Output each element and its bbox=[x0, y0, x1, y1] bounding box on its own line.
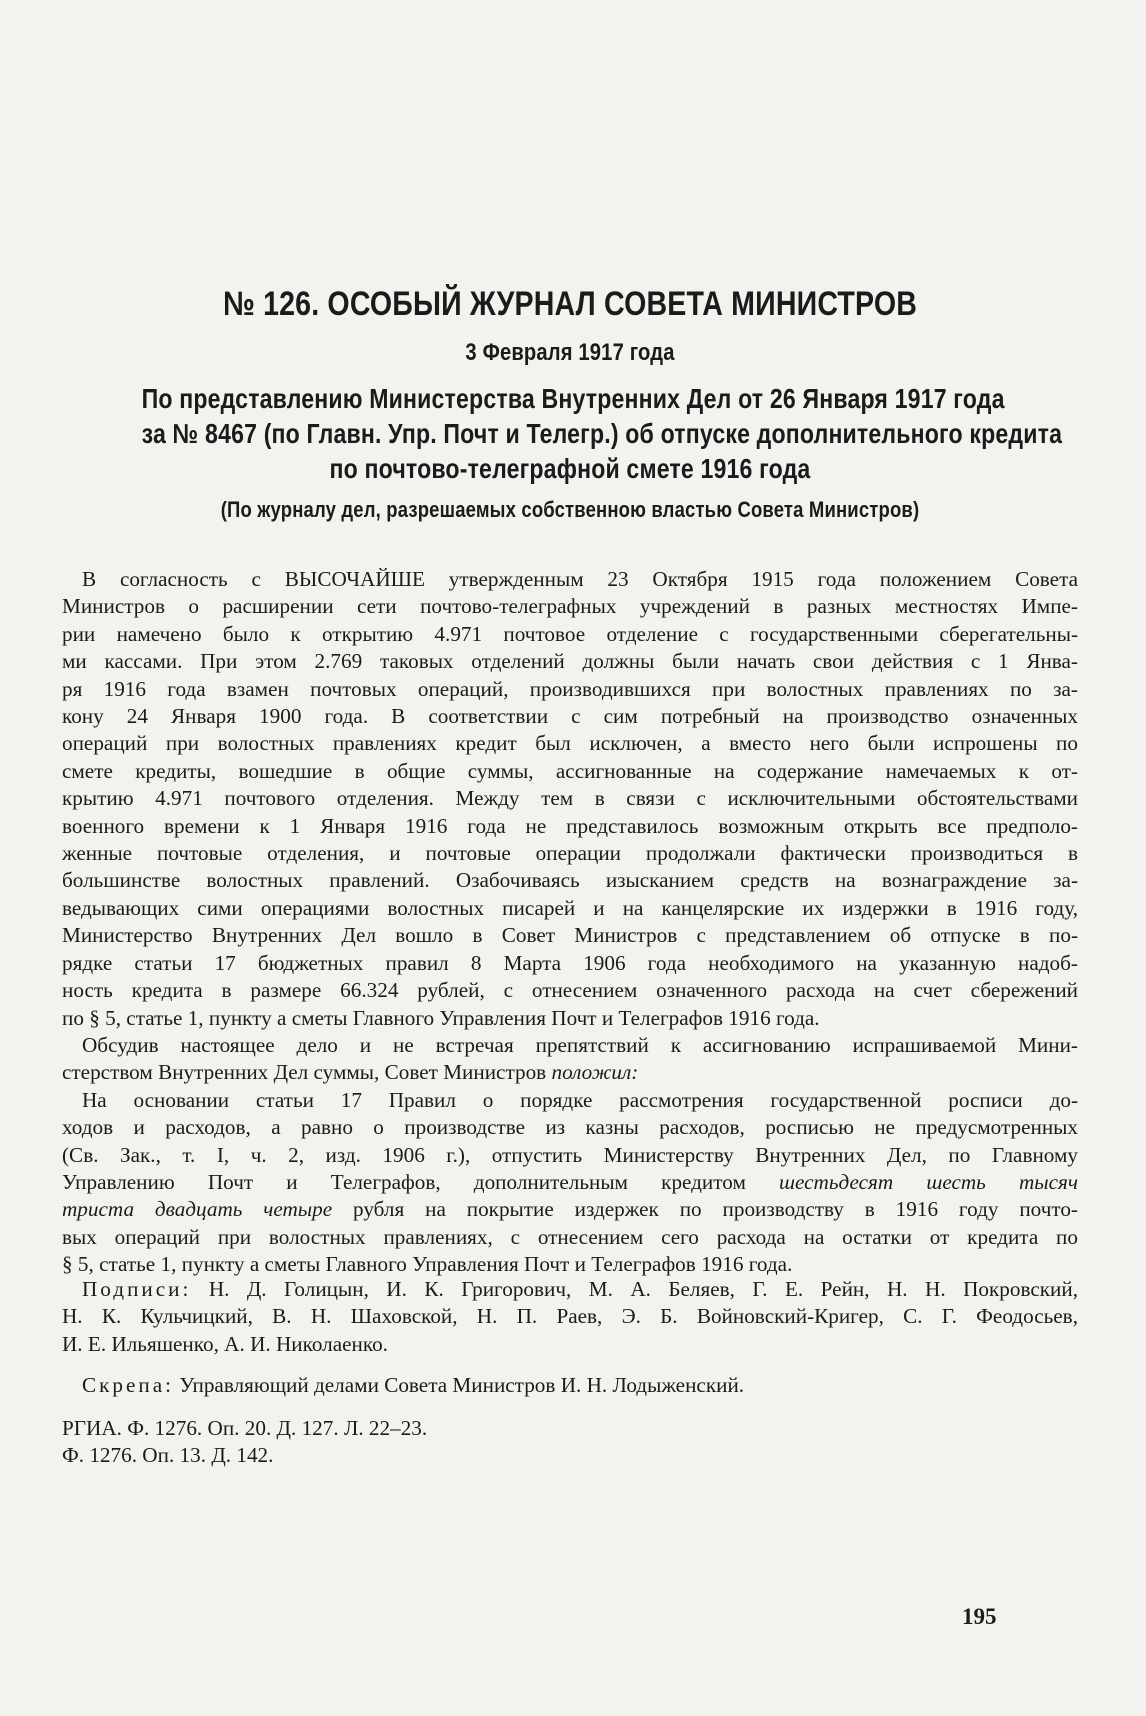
subtitle-line: за № 8467 (по Главн. Упр. Почт и Телегр.) об отпуске дополнительного кредита bbox=[141, 418, 1063, 449]
signatures-label: Подписи: bbox=[82, 1277, 192, 1301]
body-line bbox=[62, 1169, 1078, 1196]
body-line: Обсудив настоящее дело и не встречая препятствий к ассигнованию испрашиваемой Мини- bbox=[82, 1032, 1078, 1057]
body-line: ность кредита в размере 66.324 рублей, с отнесением означенного расхода на счет сбережений bbox=[62, 978, 1078, 1003]
body-text: рубля на покрытие издержек по производству в 1916 году почто- bbox=[332, 1197, 1078, 1222]
body-line: операций при волостных правлениях кредит был исключен, а вместо него были испрошены по bbox=[62, 731, 1078, 756]
amount-words: шестьдесят шесть тысяч bbox=[779, 1169, 1078, 1194]
body-line bbox=[62, 1059, 1078, 1086]
body-line: кону 24 Января 1900 года. В соответствии с сим потребный на производство означенных bbox=[62, 704, 1078, 729]
skrepa-line bbox=[62, 1372, 1078, 1399]
page-number: 195 bbox=[962, 1604, 997, 1629]
skrepa-label: Скрепа: bbox=[82, 1373, 175, 1397]
subtitle-line: По представлению Министерства Внутренних Дел от 26 Января 1917 года bbox=[141, 383, 1005, 414]
signatures-block bbox=[62, 1276, 1078, 1358]
body-line: На основании статьи 17 Правил о порядке рассмотрения государственной росписи до- bbox=[82, 1087, 1078, 1112]
body-line: вых операций при волостных правлениях, с отнесением сего расхода на остатки от кредита по bbox=[62, 1224, 1078, 1249]
document-title: № 126. ОСОБЫЙ ЖУРНАЛ СОВЕТА МИНИСТРОВ bbox=[222, 285, 918, 323]
skrepa-text: Управляющий делами Совета Министров И. Н. Лодыженский. bbox=[174, 1373, 745, 1397]
archive-source-line: РГИА. Ф. 1276. Оп. 20. Д. 127. Л. 22–23. bbox=[62, 1416, 428, 1440]
subtitle-line: по почтово-телеграфной смете 1916 года bbox=[329, 453, 811, 484]
document-body bbox=[62, 566, 1078, 1279]
body-line: по § 5, статье 1, пункту а сметы Главного Управления Почт и Телеграфов 1916 года. bbox=[62, 1005, 820, 1030]
body-line: Министерство Внутренних Дел вошло в Совет Министров с представлением об отпуске в по- bbox=[62, 923, 1078, 948]
archive-source-line: Ф. 1276. Оп. 13. Д. 142. bbox=[62, 1443, 274, 1468]
body-text: стерством Внутренних Дел суммы, Совет Министров bbox=[62, 1060, 552, 1085]
signatures-line: И. Е. Ильяшенко, А. И. Николаенко. bbox=[62, 1331, 388, 1356]
body-line: смете кредиты, вошедшие в общие суммы, ассигнованные на содержание намечаемых к от- bbox=[62, 758, 1078, 783]
document-note: (По журналу дел, разрешаемых собственною властью Совета Министров) bbox=[220, 497, 920, 522]
body-text: Управлению Почт и Телеграфов, дополнительным кредитом bbox=[62, 1169, 780, 1194]
document-subtitle bbox=[141, 381, 1063, 486]
body-line: ми кассами. При этом 2.769 таковых отделений должны были начать свои действия с 1 Янва- bbox=[62, 649, 1078, 674]
skrepa-block bbox=[62, 1372, 1078, 1399]
signatures-line: Н. К. Кульчицкий, В. Н. Шаховской, Н. П. Раев, Э. Б. Войновский-Кригер, С. Г. Феодосьев, bbox=[62, 1304, 1078, 1329]
body-line: военного времени к 1 Января 1916 года не представилось возможным открыть все предполо- bbox=[62, 813, 1078, 838]
body-line: Министров о расширении сети почтово-телеграфных учреждений в разных местностях Импе- bbox=[62, 594, 1078, 619]
body-line: крытию 4.971 почтового отделения. Между тем в связи с исключительными обстоятельствами bbox=[62, 786, 1078, 811]
amount-words: триста двадцать четыре bbox=[62, 1197, 333, 1222]
body-line: рядке статьи 17 бюджетных правил 8 Марта 1906 года необходимого на указанную надоб- bbox=[62, 950, 1078, 975]
body-line bbox=[62, 1196, 1078, 1223]
body-line: большинстве волостных правлений. Озабочиваясь изысканием средств на вознаграждение за- bbox=[62, 868, 1078, 893]
body-line: женные почтовые отделения, и почтовые операции продолжали фактически производиться в bbox=[62, 841, 1078, 866]
decision-word: положил: bbox=[551, 1060, 639, 1085]
signatures-line bbox=[62, 1276, 1078, 1303]
document-date: 3 Февраля 1917 года bbox=[465, 339, 675, 366]
body-line: ведывающих сими операциями волостных писарей и на канцелярские их издержки в 1916 году, bbox=[62, 895, 1078, 920]
body-line: ходов и расходов, а равно о производстве из казны расходов, росписью не предусмотренных bbox=[62, 1115, 1078, 1140]
signatures-names: Н. Д. Голицын, И. К. Григорович, М. А. Беляев, Г. Е. Рейн, Н. Н. Покровский, bbox=[191, 1277, 1078, 1301]
body-line: ря 1916 года взамен почтовых операций, производившихся при волостных правлениях по за- bbox=[62, 676, 1078, 701]
body-line: рии намечено было к открытию 4.971 почтовое отделение с государственными сберегательны- bbox=[62, 621, 1078, 646]
body-line: В согласность с ВЫСОЧАЙШЕ утвержденным 23 Октября 1915 года положением Совета bbox=[82, 567, 1078, 591]
archive-sources bbox=[62, 1415, 1078, 1470]
body-line: § 5, статье 1, пункту а сметы Главного Управления Почт и Телеграфов 1916 года. bbox=[62, 1252, 793, 1277]
body-line: (Св. Зак., т. I, ч. 2, изд. 1906 г.), отпустить Министерству Внутренних Дел, по Главному bbox=[62, 1142, 1078, 1167]
